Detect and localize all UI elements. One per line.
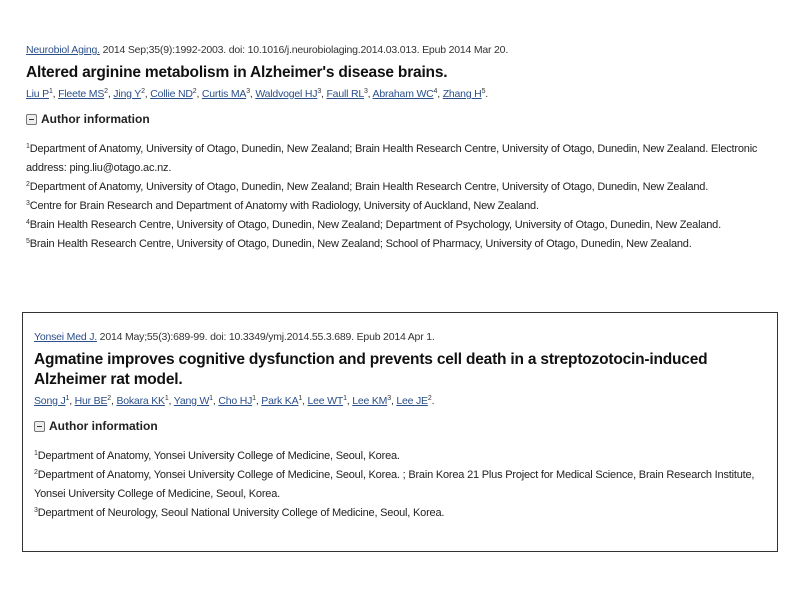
author-link[interactable]: Lee KM <box>352 395 388 407</box>
affiliation-item <box>26 178 774 197</box>
author-separator: , <box>111 395 117 407</box>
affiliation-ref: 3 <box>317 88 322 95</box>
author-link[interactable]: Park KA <box>261 395 299 407</box>
affiliation-ref: 2 <box>427 395 432 402</box>
author-separator: , <box>212 395 219 407</box>
citation-details: 2014 Sep;35(9):1992-2003. doi: 10.1016/j.neurobiolaging.2014.03.013. Epub 2014 Mar 20. <box>99 44 509 56</box>
affiliation-ref: 1 <box>298 395 303 402</box>
author-information-toggle[interactable] <box>26 112 774 126</box>
affiliation-item <box>26 140 774 178</box>
author-separator: , <box>69 395 75 407</box>
author-link[interactable]: Yang W <box>173 395 210 407</box>
affiliation-text: Department of Anatomy, University of Otago, Dunedin, New Zealand; Brain Health Research Centre, University of Otago, Dunedin, New Zealand. Electronic address: ping.liu@otago.ac.nz. <box>26 143 758 174</box>
collapse-icon[interactable] <box>34 421 45 432</box>
author-separator: , <box>52 88 59 100</box>
author-link[interactable]: Lee WT <box>307 395 344 407</box>
author-separator: , <box>367 88 373 100</box>
affiliation-number: 3 <box>26 200 30 207</box>
author-separator: , <box>437 88 443 100</box>
author-separator: , <box>144 88 151 100</box>
journal-link[interactable]: Neurobiol Aging. <box>26 44 100 56</box>
author-link[interactable]: Song J <box>34 395 66 407</box>
affiliation-text: Department of Anatomy, University of Otago, Dunedin, New Zealand; Brain Health Research Centre, University of Otago, Dunedin, New Zealand. <box>29 181 709 193</box>
author-link[interactable]: Hur BE <box>74 395 108 407</box>
author-list <box>34 395 777 407</box>
affiliation-number: 5 <box>26 238 30 245</box>
author-separator: . <box>431 395 435 407</box>
affiliation-ref: 2 <box>104 88 108 95</box>
author-link[interactable]: Liu P <box>26 88 49 100</box>
affiliation-ref: 3 <box>363 88 368 95</box>
affiliation-ref: 1 <box>65 395 70 402</box>
affiliation-ref: 2 <box>141 88 145 95</box>
affiliation-ref: 5 <box>481 88 486 95</box>
affiliation-item <box>34 504 777 523</box>
author-separator: , <box>168 395 174 407</box>
citation-line <box>34 331 777 343</box>
affiliation-ref: 2 <box>192 88 197 95</box>
collapse-icon[interactable] <box>26 114 37 125</box>
author-link[interactable]: Faull RL <box>326 88 364 100</box>
affiliation-number: 4 <box>26 219 30 226</box>
affiliation-ref: 4 <box>433 88 438 95</box>
author-link[interactable]: Bokara KK <box>116 395 165 407</box>
author-separator: , <box>321 88 327 100</box>
author-information-label: Author information <box>49 419 158 433</box>
affiliation-number: 2 <box>26 181 30 188</box>
affiliation-ref: 1 <box>164 395 169 402</box>
author-link[interactable]: Jing Y <box>113 88 142 100</box>
affiliation-item <box>26 197 774 216</box>
article-title: Agmatine improves cognitive dysfunction and prevents cell death in a streptozotocin-induced Alzheimer rat model. <box>34 351 708 388</box>
affiliation-number: 2 <box>34 469 38 476</box>
author-separator: , <box>390 395 397 407</box>
article-entry-2 <box>22 312 778 552</box>
author-separator: , <box>302 395 308 407</box>
author-separator: , <box>249 88 256 100</box>
affiliation-item <box>34 466 777 504</box>
affiliation-ref: 1 <box>343 395 347 402</box>
affiliation-number: 1 <box>26 143 30 150</box>
affiliation-ref: 2 <box>107 395 111 402</box>
affiliation-ref: 3 <box>246 88 250 95</box>
affiliation-text: Brain Health Research Centre, University of Otago, Dunedin, New Zealand; Department of Psychology, University of Otago, Dunedin, New Zealand. <box>29 219 721 231</box>
author-information-label: Author information <box>41 112 150 126</box>
author-link[interactable]: Curtis MA <box>201 88 247 100</box>
author-separator: , <box>255 395 262 407</box>
author-information-toggle[interactable] <box>34 419 777 433</box>
author-link[interactable]: Lee JE <box>396 395 428 407</box>
author-separator: , <box>107 88 114 100</box>
affiliation-text: Centre for Brain Research and Department of Anatomy with Radiology, University of Auckland, New Zealand. <box>29 200 539 212</box>
affiliation-ref: 1 <box>48 88 53 95</box>
affiliation-ref: 3 <box>387 395 391 402</box>
author-separator: , <box>346 395 353 407</box>
affiliation-item <box>26 235 774 254</box>
affiliation-text: Department of Anatomy, Yonsei University College of Medicine, Seoul, Korea. <box>37 450 400 462</box>
author-separator: , <box>196 88 202 100</box>
journal-link[interactable]: Yonsei Med J. <box>34 331 97 343</box>
citation-line <box>26 44 774 56</box>
author-link[interactable]: Fleete MS <box>58 88 105 100</box>
affiliation-text: Department of Anatomy, Yonsei University College of Medicine, Seoul, Korea. ; Brain Korea 21 Plus Project for Medical Science, Brain Research Institute, Yonsei University College of Medicine, Seoul, Korea. <box>34 469 755 500</box>
affiliation-item <box>34 447 777 466</box>
affiliation-text: Brain Health Research Centre, University of Otago, Dunedin, New Zealand; School of Pharmacy, University of Otago, Dunedin, New Zealand. <box>29 238 692 250</box>
author-link[interactable]: Abraham WC <box>372 88 434 100</box>
affiliation-item <box>26 216 774 235</box>
author-list <box>26 88 774 100</box>
affiliation-text: Department of Neurology, Seoul National University College of Medicine, Seoul, Korea. <box>37 507 445 519</box>
affiliation-list <box>26 140 774 254</box>
article-entry-1 <box>26 44 774 254</box>
author-link[interactable]: Zhang H <box>442 88 482 100</box>
affiliation-number: 3 <box>34 507 38 514</box>
author-separator: . <box>485 88 488 100</box>
affiliation-number: 1 <box>34 450 38 457</box>
author-link[interactable]: Collie ND <box>150 88 193 100</box>
affiliation-ref: 1 <box>209 395 213 402</box>
affiliation-ref: 1 <box>252 395 256 402</box>
article-title: Altered arginine metabolism in Alzheimer's disease brains. <box>26 64 448 81</box>
author-link[interactable]: Cho HJ <box>218 395 253 407</box>
author-link[interactable]: Waldvogel HJ <box>255 88 318 100</box>
affiliation-list <box>34 447 777 523</box>
citation-details: 2014 May;55(3):689-99. doi: 10.3349/ymj.2014.55.3.689. Epub 2014 Apr 1. <box>96 331 435 343</box>
